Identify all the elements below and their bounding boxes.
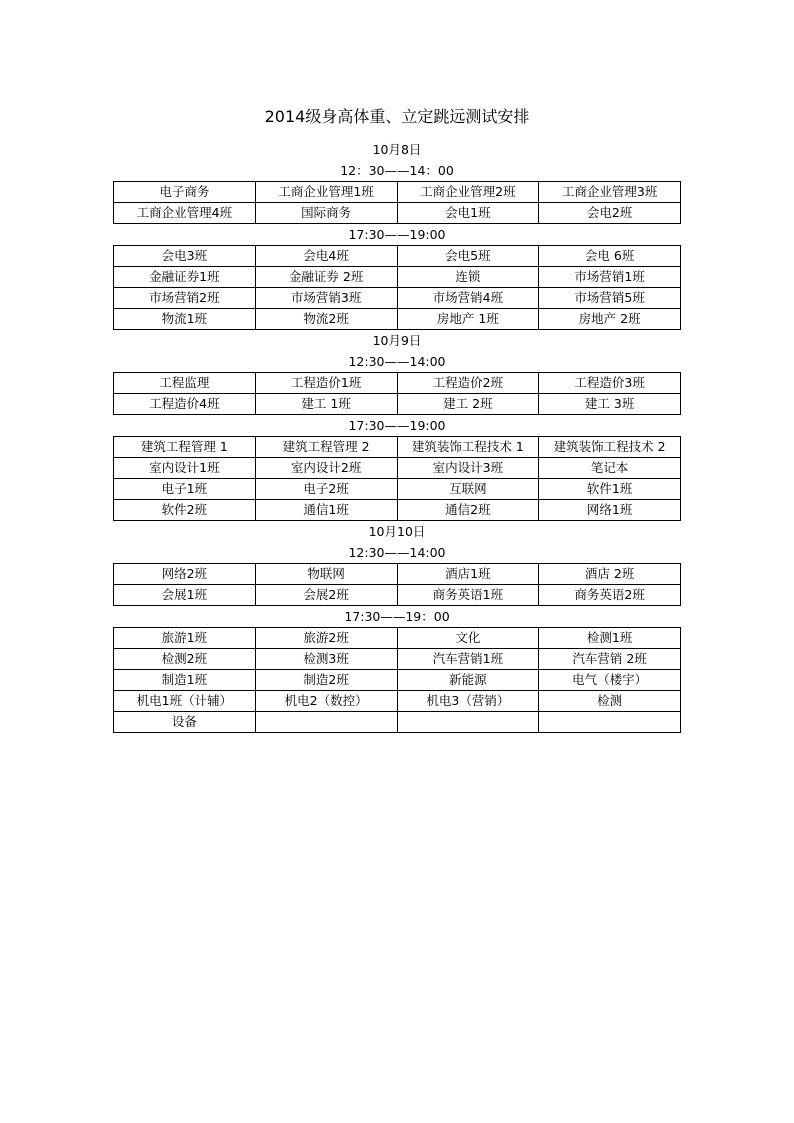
schedule-date: 10月10日: [368, 524, 426, 539]
class-table: [113, 372, 681, 415]
class-cell: 工商企业管理2班: [397, 182, 539, 203]
class-cell: 市场营销1班: [539, 267, 681, 288]
table-row: [114, 458, 681, 479]
table-row: [114, 267, 681, 288]
class-cell: 通信2班: [397, 500, 539, 521]
table-row: [114, 309, 681, 330]
class-cell: 新能源: [397, 670, 539, 691]
class-cell: 室内设计3班: [397, 458, 539, 479]
class-cell: 互联网: [397, 479, 539, 500]
class-cell: 文化: [397, 628, 539, 649]
class-cell: 工商企业管理3班: [539, 182, 681, 203]
session-time: 17:30——19：00: [344, 609, 450, 624]
class-cell: 会电1班: [397, 203, 539, 224]
class-cell: 汽车营销1班: [397, 649, 539, 670]
class-cell: 建工 1班: [255, 394, 397, 415]
table-row: [114, 437, 681, 458]
class-cell: 物流2班: [255, 309, 397, 330]
table-row: [114, 373, 681, 394]
class-cell: 连锁: [397, 267, 539, 288]
class-table: [113, 181, 681, 224]
session-time: 12:30——14:00: [348, 545, 446, 560]
class-cell: 工程造价3班: [539, 373, 681, 394]
class-cell: 建工 3班: [539, 394, 681, 415]
class-cell: 会电4班: [255, 246, 397, 267]
class-cell: 网络2班: [114, 564, 256, 585]
class-table: [113, 627, 681, 733]
class-cell: 酒店1班: [397, 564, 539, 585]
class-cell: 房地产 1班: [397, 309, 539, 330]
table-row: [114, 585, 681, 606]
class-cell: 室内设计2班: [255, 458, 397, 479]
table-row: [114, 394, 681, 415]
schedule-content: [113, 139, 681, 733]
class-cell: 制造2班: [255, 670, 397, 691]
class-cell: 旅游1班: [114, 628, 256, 649]
table-row: [114, 628, 681, 649]
table-row: [114, 564, 681, 585]
class-cell: 检测2班: [114, 649, 256, 670]
class-cell: 工程造价1班: [255, 373, 397, 394]
schedule-date: 10月9日: [372, 333, 422, 348]
class-cell: 检测: [539, 691, 681, 712]
class-table: [113, 245, 681, 330]
class-cell: 会电2班: [539, 203, 681, 224]
class-cell: 商务英语2班: [539, 585, 681, 606]
class-cell: 房地产 2班: [539, 309, 681, 330]
class-cell: 通信1班: [255, 500, 397, 521]
session-time: 17:30——19:00: [348, 418, 446, 433]
table-row: [114, 288, 681, 309]
class-cell: 检测3班: [255, 649, 397, 670]
class-cell: 市场营销5班: [539, 288, 681, 309]
class-cell: 笔记本: [539, 458, 681, 479]
table-row: [114, 691, 681, 712]
table-row: [114, 479, 681, 500]
class-cell: 建筑装饰工程技术 1: [397, 437, 539, 458]
class-table: [113, 436, 681, 521]
class-cell: [397, 712, 539, 733]
class-cell: 市场营销2班: [114, 288, 256, 309]
class-cell: 旅游2班: [255, 628, 397, 649]
class-cell: 建筑装饰工程技术 2: [539, 437, 681, 458]
session-time: 12:30——14:00: [348, 354, 446, 369]
class-cell: 电气（楼宇）: [539, 670, 681, 691]
class-cell: 会电3班: [114, 246, 256, 267]
class-cell: 市场营销3班: [255, 288, 397, 309]
class-cell: 工程造价2班: [397, 373, 539, 394]
class-cell: 物流1班: [114, 309, 256, 330]
class-cell: 会电5班: [397, 246, 539, 267]
class-cell: 金融证券 2班: [255, 267, 397, 288]
class-cell: 会电 6班: [539, 246, 681, 267]
class-cell: 建工 2班: [397, 394, 539, 415]
class-cell: 会展1班: [114, 585, 256, 606]
class-cell: 国际商务: [255, 203, 397, 224]
class-cell: 建筑工程管理 2: [255, 437, 397, 458]
class-cell: 机电3（营销）: [397, 691, 539, 712]
class-cell: 汽车营销 2班: [539, 649, 681, 670]
table-row: [114, 500, 681, 521]
table-row: [114, 182, 681, 203]
class-cell: 市场营销4班: [397, 288, 539, 309]
class-cell: 工程监理: [114, 373, 256, 394]
class-cell: [255, 712, 397, 733]
class-cell: 电子商务: [114, 182, 256, 203]
class-cell: 电子2班: [255, 479, 397, 500]
table-row: [114, 712, 681, 733]
class-cell: 检测1班: [539, 628, 681, 649]
class-cell: 机电1班（计辅）: [114, 691, 256, 712]
class-cell: 网络1班: [539, 500, 681, 521]
class-cell: 工程造价4班: [114, 394, 256, 415]
class-cell: 软件2班: [114, 500, 256, 521]
table-row: [114, 246, 681, 267]
class-cell: 商务英语1班: [397, 585, 539, 606]
class-table: [113, 563, 681, 606]
class-cell: 物联网: [255, 564, 397, 585]
class-cell: 软件1班: [539, 479, 681, 500]
class-cell: 酒店 2班: [539, 564, 681, 585]
class-cell: 室内设计1班: [114, 458, 256, 479]
class-cell: 工商企业管理4班: [114, 203, 256, 224]
class-cell: [539, 712, 681, 733]
table-row: [114, 203, 681, 224]
class-cell: 工商企业管理1班: [255, 182, 397, 203]
session-time: 17:30——19:00: [348, 227, 446, 242]
page-title: 2014级身高体重、立定跳远测试安排: [264, 107, 530, 126]
class-cell: 制造1班: [114, 670, 256, 691]
class-cell: 会展2班: [255, 585, 397, 606]
class-cell: 电子1班: [114, 479, 256, 500]
class-cell: 金融证券1班: [114, 267, 256, 288]
class-cell: 建筑工程管理 1: [114, 437, 256, 458]
class-cell: 设备: [114, 712, 256, 733]
table-row: [114, 649, 681, 670]
table-row: [114, 670, 681, 691]
session-time: 12：30——14：00: [340, 163, 454, 178]
class-cell: 机电2（数控）: [255, 691, 397, 712]
schedule-date: 10月8日: [372, 142, 422, 157]
